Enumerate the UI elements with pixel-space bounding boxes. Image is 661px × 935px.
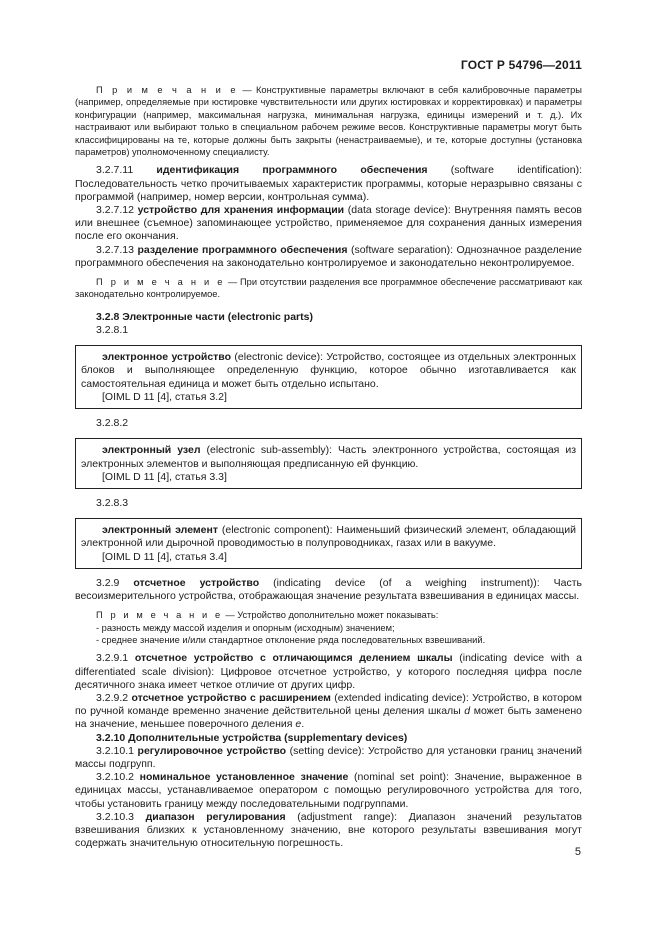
definition-term: электронный элемент (102, 524, 218, 537)
clause-term: разделение программного обеспечения (137, 243, 348, 256)
clause-number-3-2-8-2: 3.2.8.2 (96, 417, 129, 430)
clause-text: (data storage device): Внутренняя память весов или внешнее (съемное) запоминающее устройство, применяемое для сохранения данных измерения после его окончания. (75, 204, 583, 243)
clause-number: 3.2.10.1 (96, 744, 134, 757)
clause-text: (software separation): Однозначное разделение программного обеспечения на законодательно контролируемое и законодательно неконтролируемое. (75, 243, 582, 269)
clause-3-2-10-3 (75, 811, 582, 851)
definition-reference: [OIML D 11 [4], статья 3.4] (102, 550, 227, 563)
page-content (75, 84, 582, 850)
clause-number: 3.2.10.2 (96, 771, 134, 784)
note-text: — Конструктивные параметры включают в себя калибровочные параметры (например, определяемые при юстировке чувствительности или других юстировках и корректировках) и параметры конфигурации (например, максимальная нагрузка, минимальная нагрузка, единицы измерений и т. д.). Их настраивают или выбирают только в специальном рабочем режиме весов. Конструктивные параметры могут быть классифицированы на те, которые должны быть закрыты (ненастраиваемые), и те, которые доступны (установка параметров) уполномоченному специалисту. (75, 85, 582, 158)
definition-box-3-2-8-3 (75, 518, 582, 569)
note-list-item: - разность между массой изделия и опорным (исходным) значением; (96, 622, 395, 633)
clause-term: регулировочное устройство (137, 744, 287, 757)
clause-term: устройство для хранения информации (137, 204, 345, 217)
section-heading-3-2-8: 3.2.8 Электронные части (electronic parts) (96, 310, 313, 323)
definition-text (81, 351, 576, 391)
page-number: 5 (574, 846, 581, 858)
definition-box-3-2-8-1 (75, 345, 582, 409)
clause-number: 3.2.9 (96, 576, 120, 589)
definition-reference: [OIML D 11 [4], статья 3.3] (102, 470, 227, 483)
clause-number-3-2-8-3: 3.2.8.3 (96, 496, 129, 509)
clause-text: (extended indicating device): Устройство, в котором по ручной команде временно значение действительной цены деления шкалы (75, 691, 582, 718)
clause-text: (software identification): Последовательность четко прочитываемых характеристик программы, которые неразрывно связаны с программой (например, номер версии, контрольная сумма). (75, 164, 582, 203)
definition-term: электронное устройство (102, 351, 232, 364)
clause-text: (indicating device with a differentiated scale division): Цифровое отсчетное устройство, у которого последняя цифра после десятичного знака имеет четкое отличие от других цифр. (75, 652, 582, 691)
clause-number: 3.2.7.13 (96, 243, 134, 256)
note-indicating-device (75, 609, 582, 621)
clause-text: (adjustment range): Диапазон значений результатов взвешивания близких к установленному значению, вне которого результаты взвешивания могут содержать значительную относительную погрешность. (75, 810, 582, 850)
clause-number: 3.2.9.2 (96, 691, 129, 704)
clause-3-2-9 (75, 577, 582, 603)
section-heading-3-2-10: 3.2.10 Дополнительные устройства (supplementary devices) (96, 731, 408, 744)
clause-number: 3.2.7.11 (96, 164, 134, 177)
note-label: П р и м е ч а н и е (96, 277, 226, 288)
definition-text (81, 524, 576, 550)
clause-3-2-10-2 (75, 771, 582, 811)
clause-term: отсчетное устройство с отличающимся делением шкалы (134, 652, 453, 665)
note-text: — При отсутствии разделения все программное обеспечение рассматривают как законодательно контролируемое. (75, 277, 582, 300)
variable-e: е (295, 718, 302, 731)
clause-3-2-7-13 (75, 244, 582, 270)
clause-term: отсчетное устройство с расширением (131, 691, 331, 704)
clause-number: 3.2.10.3 (96, 810, 134, 823)
definition-box-3-2-8-2 (75, 438, 582, 489)
note-text: — Устройство дополнительно может показывать: (222, 610, 439, 621)
clause-number: 3.2.9.1 (96, 652, 129, 665)
clause-term: идентификация программного обеспечения (156, 164, 428, 177)
clause-term: отсчетное устройство (133, 576, 260, 589)
clause-3-2-10-1 (75, 745, 582, 771)
definition-body: (electronic component): Наименьший физический элемент, обладающий электронной или дырочной проводимостью в полупроводниках, газах или в вакууме. (81, 524, 576, 550)
variable-d: d (464, 705, 471, 718)
clause-term: диапазон регулирования (145, 810, 286, 823)
standard-header: ГОСТ Р 54796—2011 (460, 58, 582, 72)
clause-3-2-9-1 (75, 652, 582, 692)
clause-term: номинальное установленное значение (139, 771, 349, 784)
note-construction-params (75, 84, 582, 158)
definition-term: электронный узел (102, 444, 201, 457)
clause-text: (nominal set point): Значение, выраженное в единицах массы, устанавливаемое оператором с помощью регулировочного устройства для того, чтобы установить границу между последовательными подгруппами. (75, 771, 583, 810)
note-label: П р и м е ч а н и е (96, 85, 239, 95)
clause-number-3-2-8-1: 3.2.8.1 (96, 324, 129, 337)
note-label: П р и м е ч а н и е (96, 610, 223, 621)
definition-reference: [OIML D 11 [4], статья 3.2] (102, 390, 227, 403)
definition-text (81, 444, 576, 470)
clause-text: (setting device): Устройство для установки границ значений массы подгрупп. (75, 744, 583, 770)
clause-number: 3.2.7.12 (96, 204, 134, 217)
clause-3-2-9-2 (75, 692, 582, 732)
clause-text: . (301, 718, 305, 731)
clause-text: может быть заменено на значение, меньшее поверочного деления (75, 705, 582, 731)
clause-3-2-7-12 (75, 204, 582, 244)
clause-text: (indicating device (of a weighing instrument)): Часть весоизмерительного устройства, отображающая значение результата взвешивания в единицах массы. (75, 576, 583, 602)
note-list-item: - среднее значение и/или стандартное отклонение ряда последовательных взвешиваний. (96, 634, 486, 645)
definition-body: (electronic sub-assembly): Часть электронного устройства, состоящая из электронных элементов и выполняющая предписанную ей функцию. (81, 444, 577, 470)
definition-body: (electronic device): Устройство, состоящее из отдельных электронных блоков и выполняющее определенную функцию, которое обычно изготавливается как самостоятельная единица и может быть отдельно испытано. (81, 351, 576, 390)
clause-3-2-7-11 (75, 164, 582, 204)
note-software-separation (75, 276, 582, 301)
